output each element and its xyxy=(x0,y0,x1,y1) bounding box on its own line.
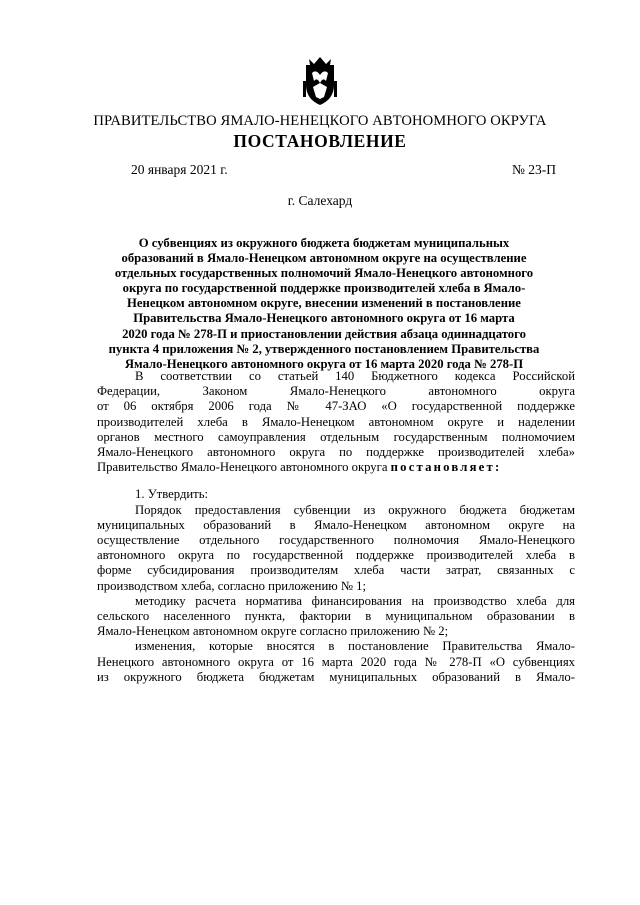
item-line: изменения, которые вносятся в постановление Правительства Ямало- xyxy=(135,639,575,654)
document-body xyxy=(97,369,575,685)
document-date: 20 января 2021 г. xyxy=(131,162,228,177)
item-line: автономного округа по государственной поддержке производителей хлеба в xyxy=(97,548,575,563)
subject-line: Ненецком автономном округе, внесении изменений в постановление xyxy=(127,296,521,311)
subject-line: отдельных государственных полномочий Ямало-Ненецкого автономного xyxy=(114,266,534,281)
preamble-line: Федерации, Законом Ямало-Ненецкого автономного округа xyxy=(97,384,575,399)
document-subject xyxy=(108,236,540,372)
subject-line: Ямало-Ненецкого автономного округа от 16 марта 2020 года № 278-П xyxy=(124,356,524,371)
item-line: Ямало-Ненецком автономном округе согласно приложению № 2; xyxy=(97,624,449,639)
item-line: сельского населенного пункта, фактории в муниципальном образовании в xyxy=(97,609,575,624)
decree-word: постановляет: xyxy=(390,460,502,475)
item-line: из окружного бюджета бюджетам муниципальных образований в Ямало- xyxy=(97,669,575,684)
item-line: Порядок предоставления субвенции из окружного бюджета бюджетам xyxy=(135,502,575,517)
item-approve: 1. Утвердить: xyxy=(135,487,209,502)
item-line: Ненецкого автономного округа от 16 марта 2020 года № 278-П «О субвенциях xyxy=(97,654,575,669)
item-line: осуществление отдельного государственного полномочия Ямало-Ненецкого xyxy=(97,533,575,548)
subject-line: пункта 4 приложения № 2, утвержденного постановлением Правительства xyxy=(108,341,540,356)
preamble-line: органов местного самоуправления отдельным государственным полномочием xyxy=(97,429,575,444)
yanao-coat-of-arms-icon xyxy=(300,55,340,107)
preamble-line: от 06 октября 2006 года № 47-ЗАО «О государственной поддержке xyxy=(97,399,575,414)
preamble-paragraph xyxy=(97,369,575,475)
document-city: г. Салехард xyxy=(287,193,353,208)
subject-line: 2020 года № 278-П и приостановлении действия абзаца одиннадцатого xyxy=(122,326,526,341)
preamble-subject: Правительство Ямало-Ненецкого автономного округа xyxy=(97,460,388,475)
document-type: ПОСТАНОВЛЕНИЕ xyxy=(233,131,407,151)
preamble-last-line xyxy=(97,460,575,475)
item-line: форме субсидирования производителям хлеба части затрат, связанных с xyxy=(97,563,575,578)
item-methodology-paragraph xyxy=(97,594,575,640)
subject-line: О субвенциях из окружного бюджета бюджетам муниципальных xyxy=(138,236,510,250)
item-line: муниципальных образований в Ямало-Ненецком автономном округе на xyxy=(97,517,575,532)
subject-line: Правительства Ямало-Ненецкого автономного округа от 16 марта xyxy=(133,311,515,326)
preamble-line: В соответствии со статьей 140 Бюджетного кодекса Российской xyxy=(135,369,575,383)
item-amendments-paragraph xyxy=(97,639,575,685)
item-line: производством хлеба, согласно приложению № 1; xyxy=(97,578,367,593)
document-number: № 23-П xyxy=(511,162,556,177)
government-title: ПРАВИТЕЛЬСТВО ЯМАЛО-НЕНЕЦКОГО АВТОНОМНОГО ОКРУГА xyxy=(93,113,547,129)
subject-line: образований в Ямало-Ненецком автономном округе на осуществление xyxy=(121,251,527,266)
item-procedure-paragraph xyxy=(97,503,575,594)
preamble-line: Ямало-Ненецкого автономного округа по поддержке производителей хлеба» xyxy=(97,445,575,460)
item-line: методику расчета норматива финансирования на производство хлеба для xyxy=(135,593,575,608)
subject-line: округа по государственной поддержке производителей хлеба в Ямало- xyxy=(122,281,526,296)
preamble-line: производителей хлеба в Ямало-Ненецком автономном округе и наделении xyxy=(97,414,575,429)
